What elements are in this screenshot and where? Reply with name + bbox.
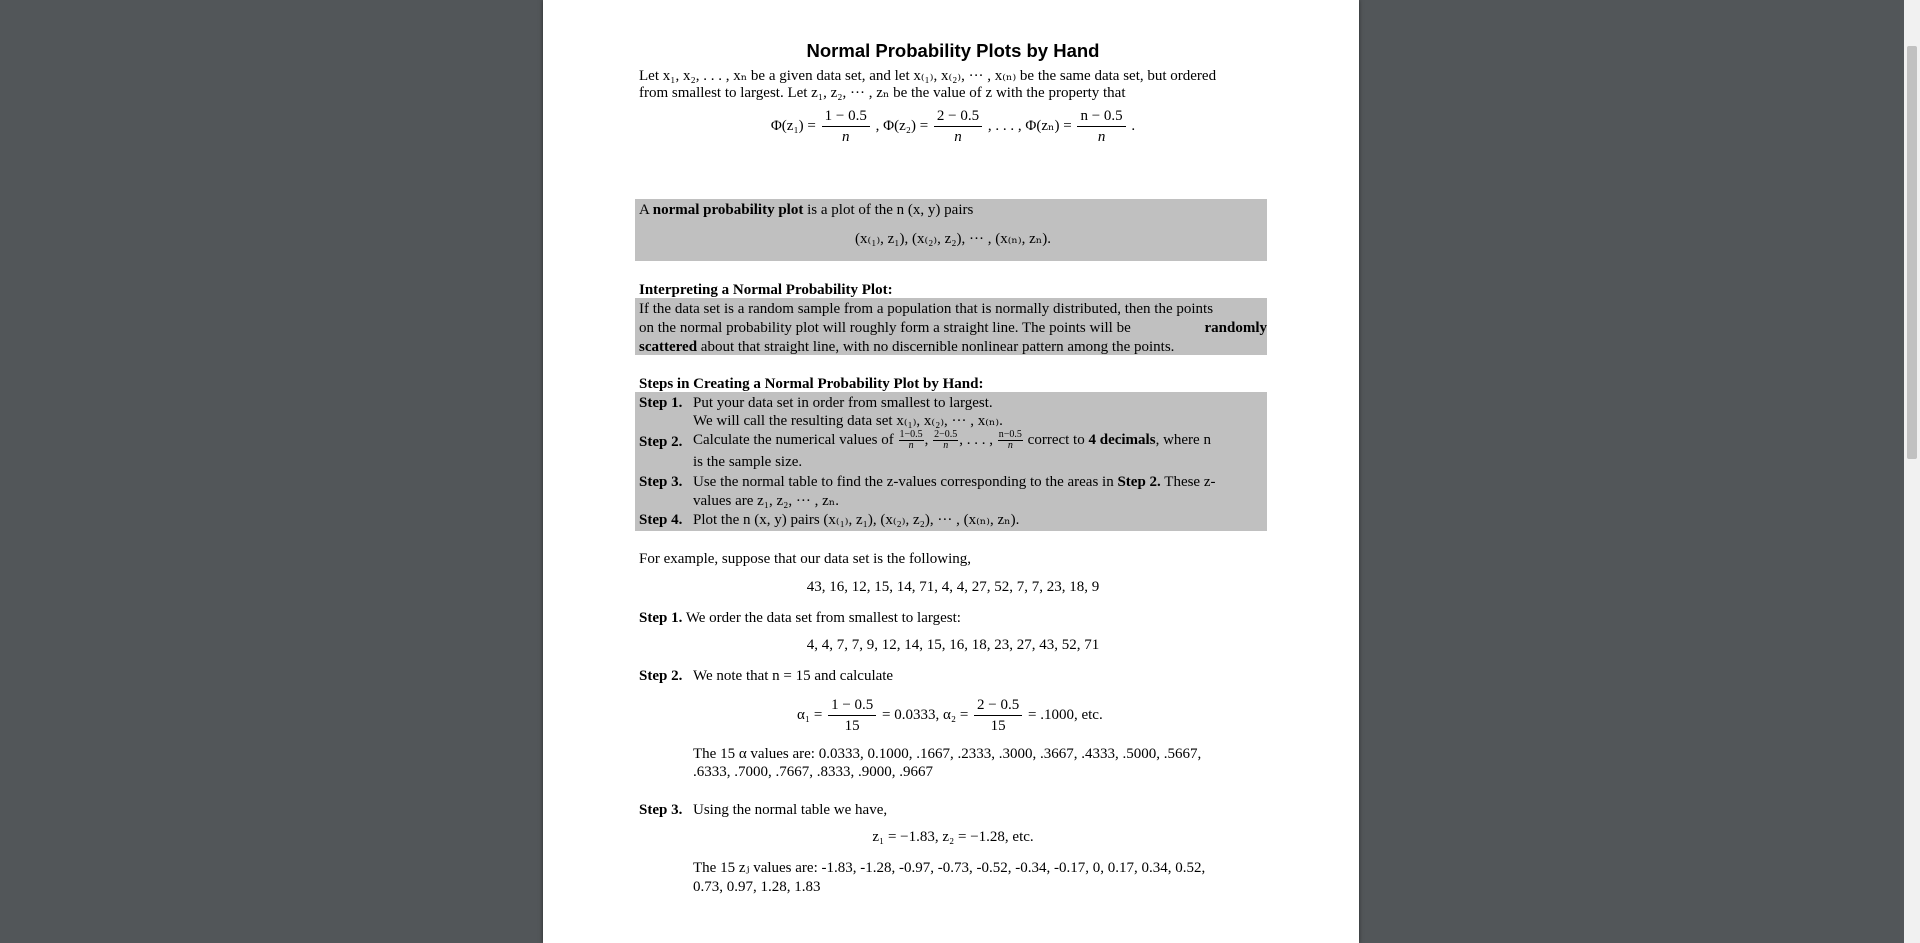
interpret-randomly: randomly	[1204, 320, 1267, 336]
intro-line-2: from smallest to largest. Let z₁, z₂, ··· , zₙ be the value of z with the property that	[639, 85, 1126, 101]
step-3-text-b: These z-	[1160, 474, 1216, 490]
steps-heading: Steps in Creating a Normal Probability Plot by Hand:	[639, 376, 984, 392]
phi-lhs-1: Φ(z₁) =	[770, 117, 816, 134]
phi-den-1: n	[842, 129, 850, 145]
alpha-den-1: 15	[844, 718, 860, 734]
step-1-label: Step 1.	[639, 395, 683, 411]
interpret-heading: Interpreting a Normal Probability Plot:	[639, 282, 893, 298]
phi-lhs-3: , . . . , Φ(zₙ) =	[987, 117, 1072, 134]
document-title: Normal Probability Plots by Hand	[806, 40, 1100, 61]
alpha-den-2: 15	[990, 718, 1006, 734]
interpret-line-2	[639, 319, 1267, 338]
definition-term: normal probability plot	[652, 202, 804, 218]
z-values-line-1: The 15 zⱼ values are: -1.83, -1.28, -0.97, -0.73, -0.52, -0.34, -0.17, 0, 0.17, 0.34, 0.52,	[693, 860, 1206, 876]
step-2-text-c: , where n	[1155, 431, 1211, 448]
step-4-label: Step 4.	[639, 512, 683, 528]
interpret-line-2a: on the normal probability plot will roughly form a straight line. The points will be	[639, 320, 1131, 336]
interpret-line-3	[639, 338, 1267, 357]
phi-equation	[639, 106, 1267, 147]
definition-prefix: A	[639, 202, 653, 218]
step-3-bold: Step 2.	[1117, 474, 1161, 490]
step-2-frac-1	[899, 430, 924, 451]
step-2-frac-1-den: n	[908, 440, 914, 451]
step-2-frac-2-den: n	[943, 440, 949, 451]
interpret-line-3b: about that straight line, with no discernible nonlinear pattern among the points.	[697, 339, 1175, 355]
alpha-r2: = .1000, etc.	[1028, 706, 1103, 723]
phi-den-3: n	[1097, 129, 1106, 145]
step-2-frac-3-den: n	[1007, 440, 1013, 451]
example-step-1-text: We order the data set from smallest to largest:	[682, 610, 961, 626]
alpha-num-1: 1 − 0.5	[828, 695, 876, 716]
step-2-dots: , . . . ,	[959, 431, 994, 448]
z-equation: z₁ = −1.83, z₂ = −1.28, etc.	[872, 829, 1034, 845]
definition-text	[639, 201, 1267, 220]
scrollbar-thumb[interactable]	[1907, 46, 1917, 459]
example-step-1	[639, 609, 1267, 628]
step-2-frac-3-num: n−0.5	[998, 429, 1022, 440]
example-step-3-label: Step 3.	[639, 802, 683, 818]
alpha-num-2: 2 − 0.5	[974, 695, 1022, 716]
interpret-scattered: scattered	[639, 339, 698, 355]
alpha-values-line-2: .6333, .7000, .7667, .8333, .9000, .9667	[693, 764, 933, 780]
definition-suffix: is a plot of the n (x, y) pairs	[803, 202, 974, 218]
example-data: 43, 16, 12, 15, 14, 71, 4, 4, 27, 52, 7, 7, 23, 18, 9	[806, 579, 1100, 595]
example-step-2-text: We note that n = 15 and calculate	[693, 668, 894, 684]
phi-end: .	[1131, 117, 1136, 134]
definition-pairs: (x₍₁₎, z₁), (x₍₂₎, z₂), ··· , (x₍ₙ₎, zₙ).	[855, 231, 1051, 247]
step-4-text: Plot the n (x, y) pairs (x₍₁₎, z₁), (x₍₂₎, z₂), ··· , (x₍ₙ₎, zₙ).	[693, 512, 1020, 528]
phi-num-2: 2 − 0.5	[934, 106, 982, 127]
step-3-line-1	[693, 473, 1267, 492]
step-2-text-b: correct to	[1023, 431, 1089, 448]
step-2-frac-2-num: 2−0.5	[934, 429, 958, 440]
phi-num-3: n − 0.5	[1077, 106, 1125, 127]
phi-fraction-3	[1077, 106, 1125, 147]
alpha-equation	[797, 695, 1197, 736]
step-3-line-2: values are z₁, z₂, ··· , zₙ.	[693, 493, 840, 509]
step-2-text-a: Calculate the numerical values of	[693, 431, 894, 448]
intro-line-1: Let x₁, x₂, . . . , xₙ be a given data set, and let x₍₁₎, x₍₂₎, ··· , x₍ₙ₎ be the same data set, but ordered	[639, 68, 1217, 84]
phi-num-1: 1 − 0.5	[822, 106, 870, 127]
step-2-label: Step 2.	[639, 434, 683, 450]
phi-fraction-1	[822, 106, 870, 147]
phi-fraction-2	[934, 106, 982, 147]
step-3-text-a: Use the normal table to find the z-values corresponding to the areas in	[693, 474, 1118, 490]
step-2-frac-1-num: 1−0.5	[899, 429, 923, 440]
phi-lhs-2: , Φ(z₂) =	[875, 117, 929, 134]
step-3-label: Step 3.	[639, 474, 683, 490]
example-step-2-label: Step 2.	[639, 668, 683, 684]
alpha-fraction-2	[974, 695, 1022, 736]
phi-den-2: n	[954, 129, 962, 145]
step-2-frac-2	[933, 430, 958, 451]
z-values-line-2: 0.73, 0.97, 1.28, 1.83	[693, 879, 821, 895]
alpha-a1: α₁ =	[797, 706, 823, 723]
step-2-line-2: is the sample size.	[693, 454, 803, 470]
step-2-frac-3	[998, 430, 1023, 451]
step-2-line-1: Calculate the numerical values of $\frac{1-0.5}{n}$ , $\frac{2-0.5}{n}$ , . . . , $\frac{n-0.5}{n}$ correct to 4 decimals, where n	[693, 429, 1211, 451]
example-intro: For example, suppose that our data set is the following,	[639, 551, 972, 567]
alpha-fraction-1	[828, 695, 876, 736]
step-1-line-2: We will call the resulting data set x₍₁₎, x₍₂₎, ··· , x₍ₙ₎.	[693, 413, 1003, 429]
example-sorted: 4, 4, 7, 7, 9, 12, 14, 15, 16, 18, 23, 27, 43, 52, 71	[806, 637, 1100, 653]
step-1-line-1: Put your data set in order from smallest to largest.	[693, 395, 993, 411]
step-2-bold: 4 decimals	[1088, 431, 1156, 448]
pdf-page	[543, 0, 1359, 943]
example-step-3-text: Using the normal table we have,	[693, 802, 888, 818]
alpha-r1: = 0.0333, α₂ =	[882, 706, 969, 723]
example-step-1-label: Step 1.	[639, 610, 683, 626]
interpret-line-1: If the data set is a random sample from a population that is normally distributed, then the points	[639, 301, 1214, 317]
alpha-values-line-1: The 15 α values are: 0.0333, 0.1000, .1667, .2333, .3000, .3667, .4333, .5000, .5667,	[693, 746, 1202, 762]
